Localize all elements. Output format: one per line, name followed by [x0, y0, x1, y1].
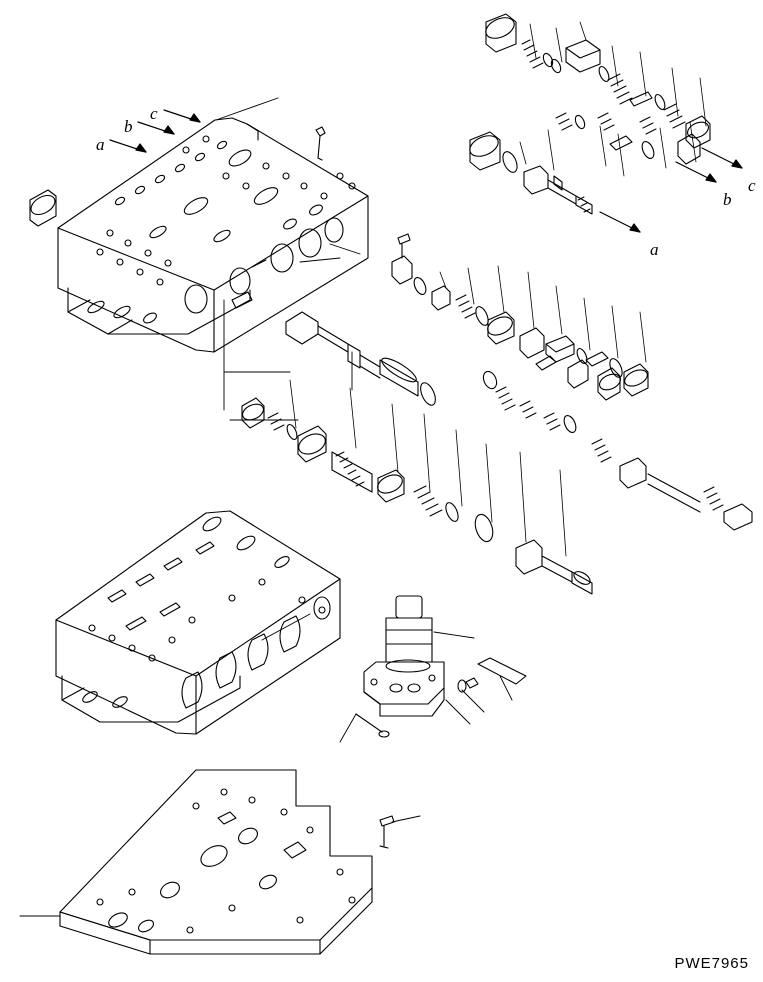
spool-cluster-right-middle: [467, 113, 700, 214]
callout-a-right: a: [650, 240, 659, 259]
solenoid-valve-assembly: [356, 596, 526, 737]
leader-lines: [20, 98, 512, 916]
callout-arrows: [110, 110, 742, 232]
drawing-part-code: PWE7965: [674, 955, 749, 972]
main-spool-row: [286, 234, 650, 407]
callout-c-left: c: [150, 104, 158, 123]
callout-b-left: b: [124, 117, 133, 136]
middle-valve-body: [56, 511, 340, 734]
upper-valve-body: [28, 118, 368, 352]
callout-a-left: a: [96, 135, 105, 154]
lower-mounting-plate: [60, 770, 394, 954]
lower-spool-row: [240, 356, 752, 594]
callout-b-right: b: [723, 190, 732, 209]
spool-cluster-upper-right: [483, 14, 711, 148]
callout-c-right: c: [748, 176, 756, 195]
